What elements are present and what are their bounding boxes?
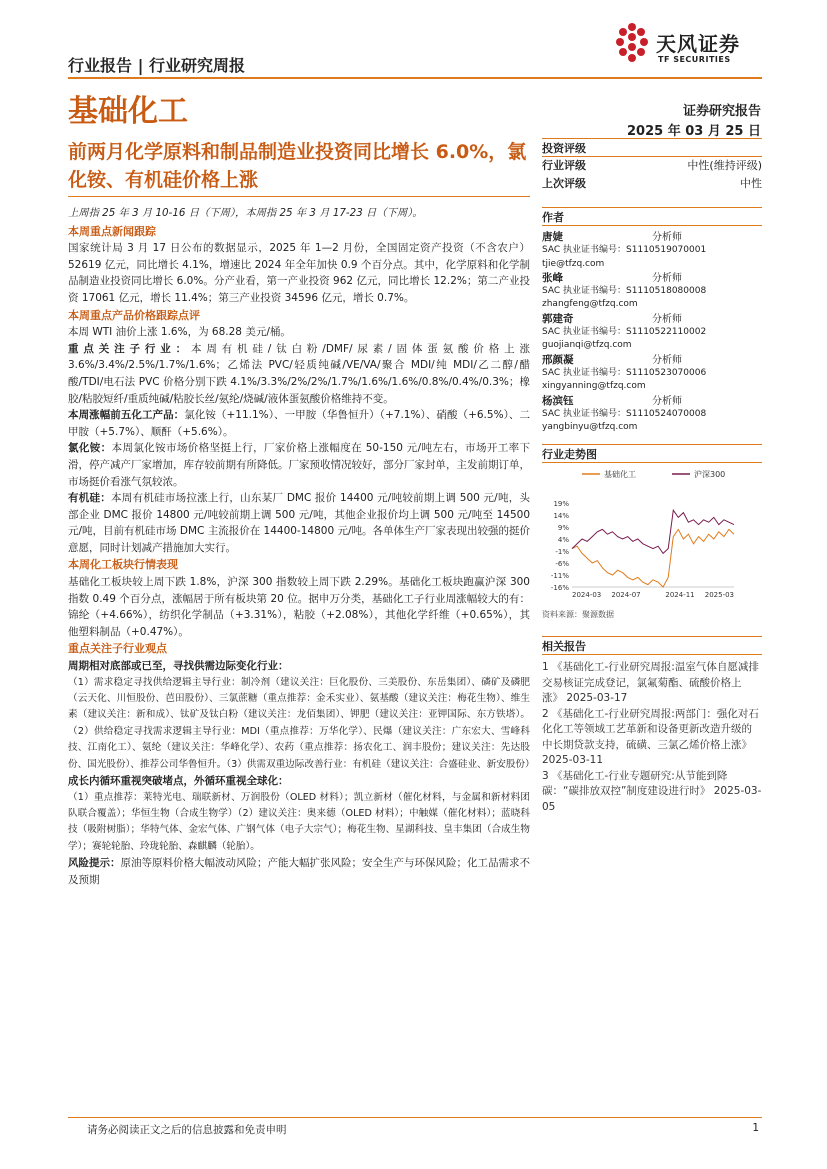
analyst-email[interactable]: yangbinyu@tfzq.com	[542, 422, 638, 433]
footer-disclaimer: 请务必阅读正文之后的信息披露和免责申明	[87, 1124, 287, 1136]
key-subsector-text: 本周有机硅/钛白粉/DMF/尿素/固体蛋氨酸价格上涨 3.6%/3.4%/2.5%/1.7%/1.6%；乙烯法 PVC/轻质纯碱/VE/VA/聚合 MDI/纯 MDI/乙二醇/醋酸/TDI/电石法 PVC 价格分别下跌 4.1%/3.3%/2%/2%/1.7%/1.6%/1.6%/0.8%/0.4%/0.3%；橡胶/粘胶短纤/重质纯碱/粘胶长丝/氨纶/烧碱/液体蛋氨酸价格维持不变。	[68, 342, 531, 405]
silicone-label: 有机硅：	[68, 492, 112, 505]
related-title: 相关报告	[542, 636, 762, 655]
analyst-title: 分析师	[652, 395, 682, 407]
analyst-list	[542, 231, 762, 434]
top5-text: 氯化铵（+11.1%）、一甲胺（华鲁恒升）（+7.1%）、硝酸（+6.5%）、二甲胺（+5.7%）、顺酐（+5.6%）。	[68, 409, 530, 438]
risk-text: 原油等原料价格大幅波动风险；产能大幅扩张风险；安全生产与环保风险；化工品需求不及预期	[68, 857, 530, 886]
analyst-cert: SAC 执业证书编号：S1110519070001	[542, 245, 707, 256]
rating-title: 投资评级	[542, 138, 762, 157]
x-tick-label: 2024-11	[665, 591, 695, 600]
company-logo	[612, 22, 762, 70]
legend-label: 沪深300	[694, 470, 726, 480]
y-tick-label: -6%	[555, 560, 569, 569]
authors-title: 作者	[542, 207, 762, 226]
report-category: 行业报告 | 行业研究周报	[68, 56, 245, 75]
section-views-title: 重点关注子行业观点	[68, 642, 167, 656]
analyst-email[interactable]: zhangfeng@tfzq.com	[542, 299, 638, 310]
cycle-paragraph: （1）需求稳定寻找供给逻辑主导行业：制冷剂（建议关注：巨化股份、三美股份、东岳集团）、磷矿及磷肥（云天化、川恒股份、芭田股份）、三氯蔗糖（重点推荐：金禾实业）、氨基酸（建议关注：梅花生物）、维生素（建议关注：新和成）、钛矿及钛白粉（建议关注：龙佰集团）、钾肥（建议关注：亚钾国际、东方铁塔）。（2）供给稳定寻找需求逻辑主导行业：MDI（重点推荐：万华化学）、民爆（建议关注：广东宏大、雪峰科技、江南化工）、氨纶（建议关注：华峰化学）、农药（重点推荐：扬农化工、润丰股份；建议关注：先达股份、国光股份）、推荐公司华鲁恒升。（3）供需双重边际改善行业：有机硅（建议关注：合盛硅业、新安股份）	[68, 676, 535, 770]
ammonium-chloride-label: 氯化铵：	[68, 442, 112, 455]
last-rating-label: 上次评级	[542, 177, 586, 190]
y-tick-label: 4%	[557, 536, 569, 545]
period-note: 上周指 25 年 3 月 10-16 日（下周），本周指 25 年 3 月 17-23 日（下周）。	[68, 207, 423, 219]
report-title: 前两月化学原料和制品制造业投资同比增长 6.0%，氯化铵、有机硅价格上涨	[68, 141, 527, 191]
market-paragraph: 基础化工板块较上周下跌 1.8%，沪深 300 指数较上周下跌 2.29%。基础化工板块跑赢沪深 300 指数 0.49 个百分点，涨幅居于所有板块第 20 位。据申万分类，基础化工子行业周涨幅较大的有：锦纶（+4.66%），纺织化学制品（+3.31%），粘胶（+2.08%），其他化学纤维（+0.65%），其他塑料制品（+0.47%）。	[68, 576, 530, 638]
analyst-cert: SAC 执业证书编号：S1110518080008	[542, 286, 707, 297]
analyst-card	[542, 231, 762, 271]
x-tick-label: 2024-07	[611, 591, 641, 600]
analyst-name: 邢颜凝	[542, 353, 574, 366]
title-divider	[68, 196, 530, 197]
cycle-subtitle: 周期相对底部或已至，寻找供需边际变化行业：	[68, 660, 289, 673]
related-report-item[interactable]: 1 《基础化工-行业研究周报:温室气体自愿减排交易核证完成登记，氯氟菊酯、硫酸价格上涨》 2025-03-17	[542, 661, 759, 705]
top5-label: 本周涨幅前五化工产品：	[68, 409, 185, 422]
main-content	[68, 205, 535, 888]
analyst-email[interactable]: xingyanning@tfzq.com	[542, 381, 646, 392]
last-rating-value: 中性	[740, 177, 762, 190]
analyst-name: 郭建奇	[542, 312, 574, 325]
y-tick-label: 19%	[553, 500, 569, 509]
analyst-name: 杨滨钰	[542, 394, 574, 407]
analyst-card	[542, 272, 762, 312]
section-price-title: 本周重点产品价格跟踪点评	[68, 308, 200, 322]
series-line-hs300	[572, 511, 734, 554]
header-divider	[68, 77, 762, 79]
sidebar	[542, 138, 762, 815]
analyst-title: 分析师	[652, 313, 682, 325]
report-date: 2025 年 03 月 25 日	[627, 124, 761, 139]
sector-title: 基础化工	[68, 94, 188, 129]
series-line-chem	[572, 530, 734, 588]
trend-chart-svg	[542, 463, 762, 603]
key-subsector-paragraph	[68, 341, 530, 407]
rating-value: 中性(维持评级)	[687, 159, 762, 172]
related-list	[542, 660, 762, 815]
report-type: 证券研究报告	[682, 104, 761, 119]
logo-text-en: TF SECURITIES	[658, 55, 731, 64]
related-report-item[interactable]: 3 《基础化工-行业专题研究:从节能到降碳：“碳排放双控”制度建设进行时》 2025-03-05	[542, 769, 762, 813]
analyst-card	[542, 395, 762, 435]
y-tick-label: 14%	[553, 512, 569, 521]
last-rating-row	[542, 175, 762, 193]
x-tick-label: 2024-03	[572, 591, 602, 600]
section-news-title: 本周重点新闻跟踪	[68, 224, 156, 238]
y-tick-label: -16%	[550, 584, 569, 593]
news-paragraph: 国家统计局 3 月 17 日公布的数据显示，2025 年 1—2 月份，全国固定资产投资（不含农户）52619 亿元，同比增长 4.1%，增速比 2024 年全年加快 0.9 个百分点。其中，化学原料和化学制品制造业投资同比增长 6.0%。分产业看，第一产业投资 962 亿元，同比增长 12.2%；第二产业投资 17061 亿元，增长 11.4%；第三产业投资 34596 亿元，增长 0.7%。	[68, 242, 530, 304]
y-tick-label: -11%	[550, 572, 569, 581]
related-report-item[interactable]: 2 《基础化工-行业研究周报:两部门：强化对石化化工等领域工艺革新和设备更新改造升级的中长期贷款支持，硫磺、三氯乙烯价格上涨》 2025-03-11	[542, 707, 759, 767]
analyst-card	[542, 313, 762, 353]
growth-subtitle: 成长内循环重视突破堵点，外循环重视全球化：	[68, 775, 289, 788]
logo-text-cn: 天风证券	[656, 32, 740, 56]
risk-paragraph	[68, 855, 530, 888]
footer-divider	[68, 1117, 762, 1118]
key-subsector-label: 重点关注子行业：	[68, 342, 191, 355]
analyst-name: 唐婕	[542, 231, 563, 243]
trend-chart	[542, 463, 762, 607]
analyst-title: 分析师	[652, 232, 682, 243]
logo-dots-icon	[612, 22, 652, 66]
section-market-title: 本周化工板块行情表现	[68, 558, 178, 572]
silicone-paragraph	[68, 490, 530, 556]
ammonium-chloride-text: 本周氯化铵市场价格坚挺上行，厂家价格上涨幅度在 50-150 元/吨左右，市场开工率下滑，停产减产厂家增加，库存较前期有所降低。厂家预收情况较好，部分厂家封单，主发前期订单，市场挺价看涨气氛较浓。	[68, 442, 530, 488]
chart-source: 资料来源：聚源数据	[542, 610, 614, 620]
analyst-card	[542, 354, 762, 394]
page-number: 1	[752, 1122, 759, 1134]
analyst-email[interactable]: tjie@tfzq.com	[542, 258, 605, 269]
x-tick-label: 2025-03	[704, 591, 734, 600]
analyst-name: 张峰	[542, 271, 563, 284]
y-tick-label: 9%	[557, 524, 569, 533]
analyst-title: 分析师	[652, 272, 682, 284]
ammonium-chloride-paragraph	[68, 440, 530, 490]
growth-paragraph: （1）重点推荐：莱特光电、瑞联新材、万润股份（OLED 材料）；凯立新材（催化材料，与金属和新材料团队联合覆盖）；华恒生物（合成生物学）（2）建议关注：奥来德（OLED 材料）；中触媒（催化材料）；蓝晓科技（吸附树脂）；华特气体、金宏气体、广钢气体（电子大宗气）；梅花生物、星湖科技、皇丰集团（合成生物学）；赛轮轮胎、玲珑轮胎、森麒麟（轮胎）。	[68, 791, 530, 852]
analyst-cert: SAC 执业证书编号：S1110524070008	[542, 408, 707, 419]
rating-row	[542, 157, 762, 175]
analyst-cert: SAC 执业证书编号：S1110523070006	[542, 367, 707, 378]
y-tick-label: -1%	[555, 548, 569, 557]
legend-label: 基础化工	[604, 470, 636, 480]
oil-price-paragraph: 本周 WTI 油价上涨 1.6%，为 68.28 美元/桶。	[68, 326, 291, 339]
risk-label: 风险提示：	[68, 857, 121, 870]
top5-paragraph	[68, 407, 530, 440]
silicone-text: 本周有机硅市场拉涨上行，山东某厂 DMC 报价 14400 元/吨较前期上调 500 元/吨，头部企业 DMC 报价 14800 元/吨较前期上调 500 元/吨，其他企业报价均上调 500 元/吨至 14500 元/吨，目前有机硅市场 DMC 主流报价在 14400-14800 元/吨。各单体生产厂家表现出较强的挺价意愿，同时计划减产措施加大实行。	[68, 492, 530, 554]
analyst-email[interactable]: guojianqi@tfzq.com	[542, 340, 632, 351]
analyst-cert: SAC 执业证书编号：S1110522110002	[542, 327, 707, 338]
rating-label: 行业评级	[542, 159, 586, 172]
analyst-title: 分析师	[652, 354, 682, 366]
chart-title: 行业走势图	[542, 444, 762, 463]
